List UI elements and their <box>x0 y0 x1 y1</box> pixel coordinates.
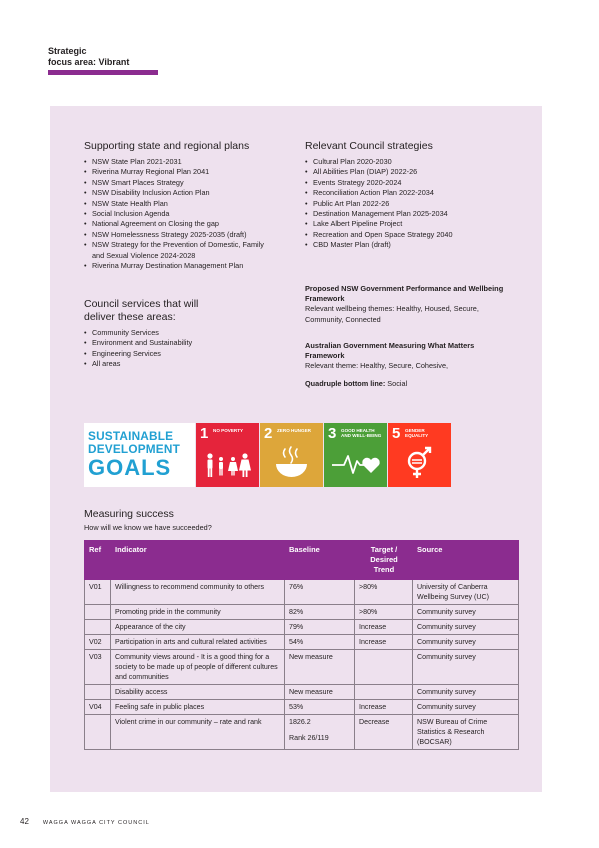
sdg-logo-line-3: GOALS <box>88 455 172 480</box>
header-ref: Ref <box>85 541 111 580</box>
header-source: Source <box>413 541 519 580</box>
sdg-logo <box>84 423 195 487</box>
sdg-tile-number: 2 <box>264 425 273 442</box>
cell-indicator: Participation in arts and cultural related activities <box>111 635 285 650</box>
sdg-tile-label: NO POVERTY <box>213 428 244 433</box>
cell-source: Community survey <box>413 685 519 700</box>
council-services-title-line-2: deliver these areas: <box>84 310 176 323</box>
list-item: • NSW Disability Inclusion Action Plan <box>84 188 284 198</box>
council-services-title-line-1: Council services that will <box>84 298 199 310</box>
measuring-title: Measuring success <box>84 508 174 520</box>
list-item: • Reconciliation Action Plan 2022-2034 <box>305 188 515 198</box>
page-number: 42 <box>20 817 29 826</box>
cell-baseline: 54% <box>285 635 355 650</box>
council-services-title <box>84 298 284 323</box>
supporting-plans-title: Supporting state and regional plans <box>84 140 250 152</box>
cell-target: >80% <box>355 605 413 620</box>
header-indicator: Indicator <box>111 541 285 580</box>
list-item: • Riverina Murray Regional Plan 2041 <box>84 167 284 177</box>
cell-ref <box>85 620 111 635</box>
list-item: • NSW Smart Places Strategy <box>84 178 284 188</box>
sdg-tile-1 <box>196 423 259 487</box>
cell-baseline-value: 1826.2 <box>289 718 311 726</box>
sdg-tile-number: 1 <box>200 425 209 442</box>
list-item: • Events Strategy 2020-2024 <box>305 178 515 188</box>
sdg-strip <box>84 423 451 487</box>
cell-baseline <box>285 715 355 750</box>
list-item: • Recreation and Open Space Strategy 2040 <box>305 230 515 240</box>
page-footer <box>20 817 150 826</box>
sdg-tile-number: 3 <box>328 425 337 442</box>
cell-target: >80% <box>355 580 413 605</box>
cell-ref <box>85 605 111 620</box>
cell-target <box>355 685 413 700</box>
table-row <box>85 605 519 620</box>
cell-target <box>355 650 413 685</box>
table-header-row <box>85 541 519 580</box>
cell-indicator: Community views around - It is a good thing for a society to be made up of people of different cultures and communities <box>111 650 285 685</box>
quadruple-bottom-line <box>305 379 515 389</box>
cell-target: Decrease <box>355 715 413 750</box>
quadruple-label: Quadruple bottom line: <box>305 379 386 388</box>
sdg-tile-number: 5 <box>392 425 401 442</box>
list-item: • All Abilities Plan (DIAP) 2022-26 <box>305 167 515 177</box>
cell-ref <box>85 685 111 700</box>
cell-target: Increase <box>355 620 413 635</box>
page-header <box>48 46 129 67</box>
gender-icon <box>388 423 451 487</box>
supporting-plans-section <box>84 140 284 271</box>
list-item: • Community Services <box>84 328 284 338</box>
list-item: • NSW State Plan 2021-2031 <box>84 157 284 167</box>
table-row <box>85 700 519 715</box>
sdg-tile-3 <box>324 423 387 487</box>
council-services-list <box>84 328 284 370</box>
measuring-subtitle: How will we know we have succeeded? <box>84 523 212 532</box>
header-target: Target / Desired Trend <box>355 541 413 580</box>
list-item: • Riverina Murray Destination Management Plan <box>84 261 284 271</box>
nsw-framework-heading: Proposed NSW Government Performance and Wellbeing Framework <box>305 284 504 304</box>
nsw-framework-block <box>305 284 515 325</box>
cell-indicator: Feeling safe in public places <box>111 700 285 715</box>
footer-org: WAGGA WAGGA CITY COUNCIL <box>42 820 150 826</box>
cell-source: Community survey <box>413 605 519 620</box>
sdg-logo-line-1: SUSTAINABLE <box>88 429 174 443</box>
sdg-tile-2 <box>260 423 323 487</box>
cell-target: Increase <box>355 700 413 715</box>
list-item: • NSW Strategy for the Prevention of Domestic, Family and Sexual Violence 2024-2028 <box>84 240 284 261</box>
list-item: • Social Inclusion Agenda <box>84 209 284 219</box>
sdg-tile-5 <box>388 423 451 487</box>
cell-baseline: 76% <box>285 580 355 605</box>
sdg-tile-label: ZERO HUNGER <box>277 428 311 433</box>
cell-target: Increase <box>355 635 413 650</box>
list-item: • Environment and Sustainability <box>84 338 284 348</box>
cell-source: Community survey <box>413 635 519 650</box>
table-row <box>85 650 519 685</box>
header-accent-bar <box>48 70 158 75</box>
list-item: • Cultural Plan 2020-2030 <box>305 157 515 167</box>
aus-framework-body: Relevant theme: Healthy, Secure, Cohesive, <box>305 361 449 371</box>
cell-source: NSW Bureau of Crime Statistics & Research (BOCSAR) <box>413 715 519 750</box>
cell-ref: V02 <box>85 635 111 650</box>
indicators-table <box>84 540 519 750</box>
supporting-plans-list <box>84 157 284 271</box>
list-item: • NSW State Health Plan <box>84 199 284 209</box>
cell-baseline: 53% <box>285 700 355 715</box>
aus-framework-heading: Australian Government Measuring What Matters Framework <box>305 341 475 361</box>
cell-baseline: New measure <box>285 650 355 685</box>
list-item: • Public Art Plan 2022-26 <box>305 199 515 209</box>
header-line-1: Strategic <box>48 46 87 56</box>
cell-indicator: Disability access <box>111 685 285 700</box>
bowl-icon <box>260 423 323 487</box>
list-item: • All areas <box>84 359 284 369</box>
cell-ref <box>85 715 111 750</box>
list-item: • Engineering Services <box>84 349 284 359</box>
table-row <box>85 635 519 650</box>
sdg-tile-label: GENDER EQUALITY <box>405 428 429 439</box>
cell-baseline-rank: Rank 26/119 <box>289 734 329 742</box>
nsw-framework-body: Relevant wellbeing themes: Healthy, Housed, Secure, Community, Connected <box>305 304 479 324</box>
quadruple-value: Social <box>387 379 408 388</box>
list-item: • Lake Albert Pipeline Project <box>305 219 515 229</box>
council-services-section <box>84 298 284 370</box>
cell-baseline: New measure <box>285 685 355 700</box>
family-icon <box>196 423 259 487</box>
cell-source: Community survey <box>413 700 519 715</box>
cell-source: University of Canberra Wellbeing Survey (UC) <box>413 580 519 605</box>
cell-baseline: 82% <box>285 605 355 620</box>
council-strategies-title: Relevant Council strategies <box>305 140 433 152</box>
heartbeat-icon <box>324 423 387 487</box>
cell-source: Community survey <box>413 620 519 635</box>
sdg-tile-label: GOOD HEALTH AND WELL-BEING <box>341 428 382 439</box>
list-item: • Destination Management Plan 2025-2034 <box>305 209 515 219</box>
cell-ref: V01 <box>85 580 111 605</box>
cell-ref: V03 <box>85 650 111 685</box>
cell-source: Community survey <box>413 650 519 685</box>
cell-ref: V04 <box>85 700 111 715</box>
table-row <box>85 580 519 605</box>
list-item: • NSW Homelessness Strategy 2025-2035 (draft) <box>84 230 284 240</box>
cell-indicator: Promoting pride in the community <box>111 605 285 620</box>
council-strategies-section <box>305 140 515 251</box>
council-strategies-list <box>305 157 515 251</box>
header-baseline: Baseline <box>285 541 355 580</box>
cell-indicator: Willingness to recommend community to others <box>111 580 285 605</box>
cell-indicator: Appearance of the city <box>111 620 285 635</box>
sdg-logo-line-2: DEVELOPMENT <box>88 442 180 456</box>
header-line-2: focus area: Vibrant <box>48 56 130 67</box>
cell-indicator: Violent crime in our community – rate and rank <box>111 715 285 750</box>
table-row <box>85 715 519 750</box>
list-item: • CBD Master Plan (draft) <box>305 240 515 250</box>
table-row <box>85 685 519 700</box>
table-row <box>85 620 519 635</box>
aus-framework-block <box>305 341 515 372</box>
cell-baseline: 79% <box>285 620 355 635</box>
list-item: • National Agreement on Closing the gap <box>84 219 284 229</box>
